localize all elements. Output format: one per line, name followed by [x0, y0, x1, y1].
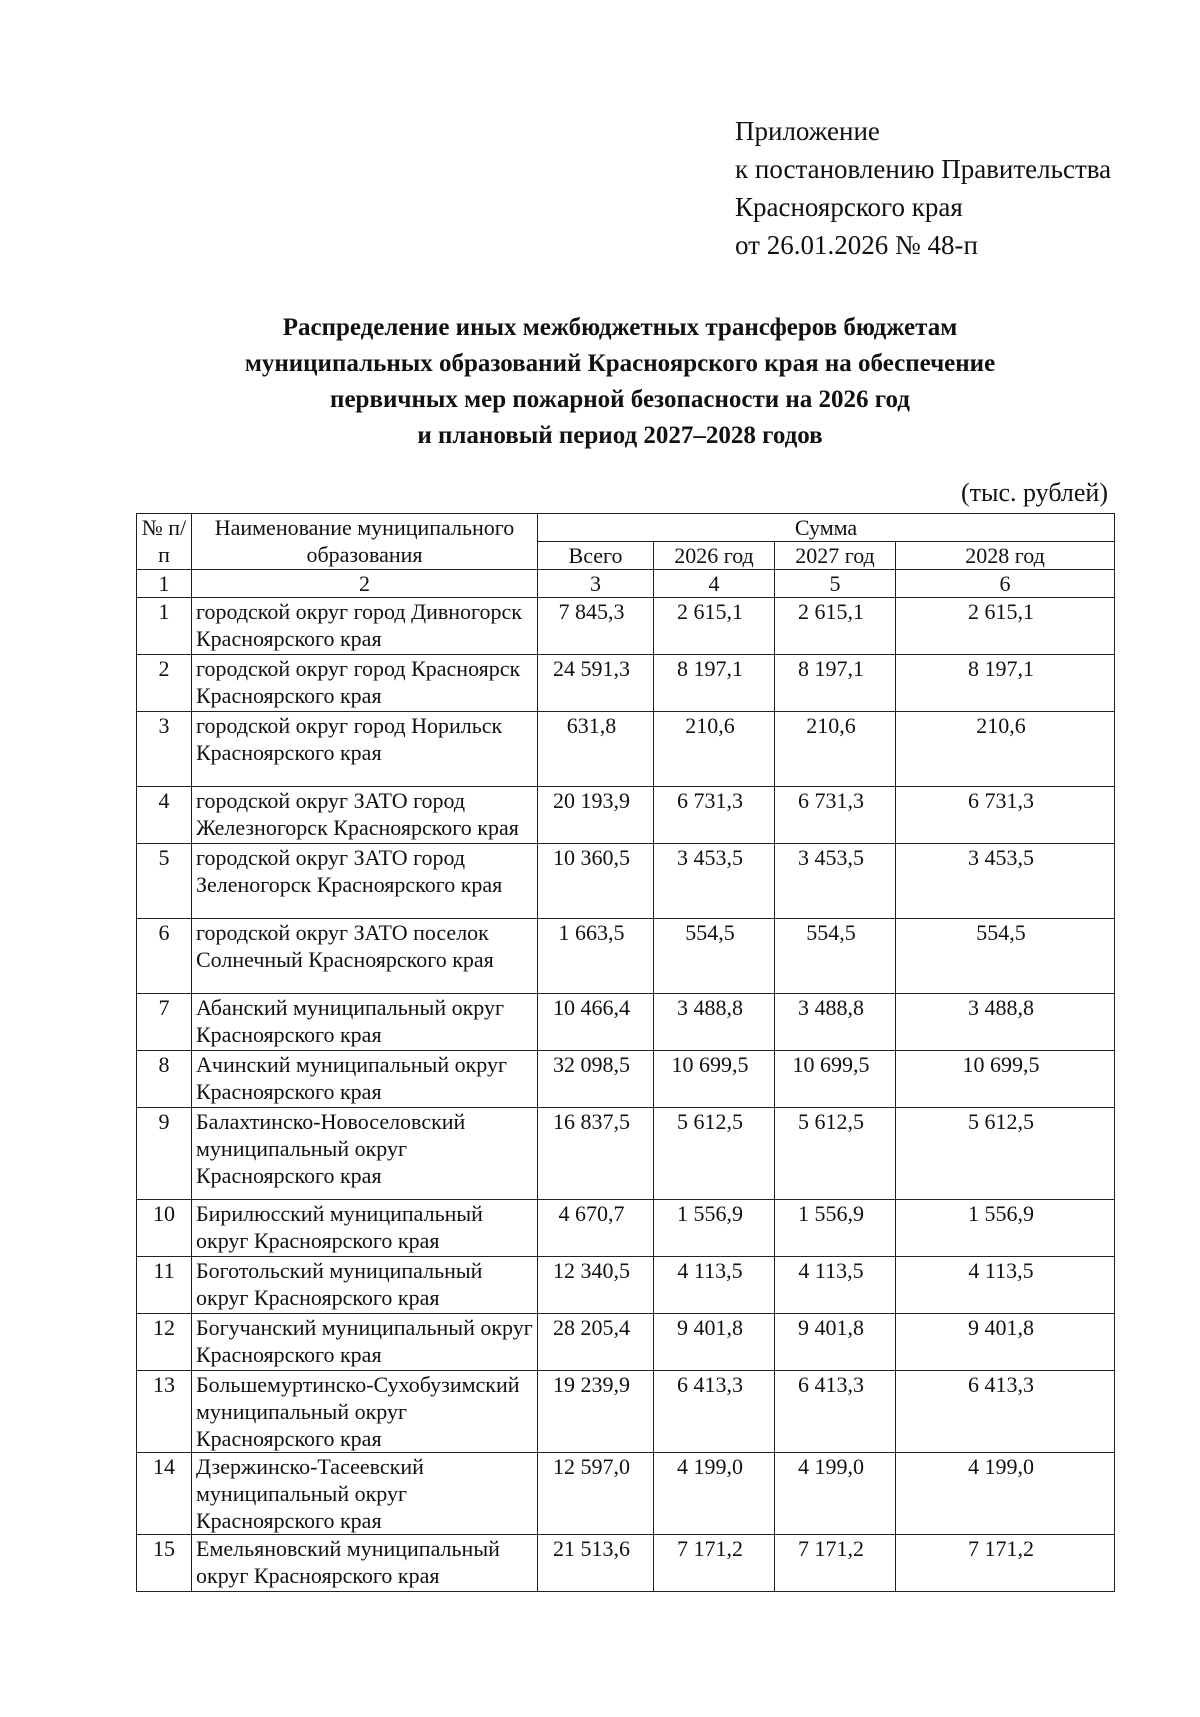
amount-total: 19 239,9 [538, 1371, 654, 1453]
amount-2027: 1 556,9 [775, 1200, 896, 1257]
amount-2027: 4 113,5 [775, 1257, 896, 1314]
municipality-name: Балахтинско-Новоселовский муниципальный округ Красноярского края [192, 1108, 538, 1200]
municipality-name: городской округ город Дивногорск Красноярского края [192, 598, 538, 655]
amount-2027: 4 199,0 [775, 1453, 896, 1535]
row-number: 6 [137, 919, 192, 994]
amount-2028: 554,5 [896, 919, 1115, 994]
municipality-name: Боготольский муниципальный округ Красноярского края [192, 1257, 538, 1314]
table-row [137, 1535, 1115, 1592]
municipality-name: Ачинский муниципальный округ Красноярского края [192, 1051, 538, 1108]
amount-2026: 10 699,5 [654, 1051, 775, 1108]
table-row [137, 1108, 1115, 1200]
amount-total: 10 466,4 [538, 994, 654, 1051]
municipality-name: Богучанский муниципальный округ Красноярского края [192, 1314, 538, 1371]
amount-2028: 6 731,3 [896, 787, 1115, 844]
amount-2026: 8 197,1 [654, 655, 775, 712]
row-number: 1 [137, 598, 192, 655]
amount-2027: 10 699,5 [775, 1051, 896, 1108]
amount-2026: 210,6 [654, 712, 775, 787]
amount-total: 20 193,9 [538, 787, 654, 844]
units-label: (тыс. рублей) [960, 478, 1108, 507]
appendix-line: к постановлению Правительства [735, 154, 1112, 184]
amount-2028: 6 413,3 [896, 1371, 1115, 1453]
amount-2028: 3 488,8 [896, 994, 1115, 1051]
row-number: 8 [137, 1051, 192, 1108]
column-number: 3 [538, 570, 654, 598]
table-row [137, 655, 1115, 712]
amount-2027: 5 612,5 [775, 1108, 896, 1200]
municipality-name: городской округ город Норильск Красноярского края [192, 712, 538, 787]
amount-2027: 210,6 [775, 712, 896, 787]
municipality-name: городской округ ЗАТО поселок Солнечный Красноярского края [192, 919, 538, 994]
table-row [137, 994, 1115, 1051]
header-row-1 [137, 514, 1115, 542]
table-row [137, 919, 1115, 994]
table-row [137, 1257, 1115, 1314]
row-number: 2 [137, 655, 192, 712]
document-title [130, 310, 1110, 454]
row-number: 5 [137, 844, 192, 919]
amount-total: 24 591,3 [538, 655, 654, 712]
amount-2026: 3 453,5 [654, 844, 775, 919]
municipality-name: городской округ город Красноярск Красноярского края [192, 655, 538, 712]
amount-2026: 1 556,9 [654, 1200, 775, 1257]
table-row [137, 1200, 1115, 1257]
amount-2028: 9 401,8 [896, 1314, 1115, 1371]
appendix-block [735, 112, 1111, 264]
municipality-name: городской округ ЗАТО город Зеленогорск Красноярского края [192, 844, 538, 919]
row-number: 4 [137, 787, 192, 844]
header-name: Наименование муниципального образования [192, 514, 538, 570]
amount-2026: 554,5 [654, 919, 775, 994]
amount-2026: 6 413,3 [654, 1371, 775, 1453]
table-row [137, 844, 1115, 919]
amount-total: 12 597,0 [538, 1453, 654, 1535]
amount-2027: 6 413,3 [775, 1371, 896, 1453]
column-number: 4 [654, 570, 775, 598]
amount-2028: 8 197,1 [896, 655, 1115, 712]
table-row [137, 1371, 1115, 1453]
municipality-name: Большемуртинско-Сухобузимский муниципальный округ Красноярского края [192, 1371, 538, 1453]
amount-2028: 7 171,2 [896, 1535, 1115, 1592]
amount-total: 7 845,3 [538, 598, 654, 655]
header-2027: 2027 год [775, 542, 896, 570]
appendix-line: от 26.01.2026 № 48-п [735, 230, 978, 260]
amount-total: 28 205,4 [538, 1314, 654, 1371]
amount-2026: 4 199,0 [654, 1453, 775, 1535]
header-no: № п/п [137, 514, 192, 570]
amount-2026: 3 488,8 [654, 994, 775, 1051]
header-sum: Сумма [538, 514, 1115, 542]
column-number-row [137, 570, 1115, 598]
title-line: муниципальных образований Красноярского края на обеспечение [244, 350, 996, 377]
title-line: Распределение иных межбюджетных трансферов бюджетам [282, 314, 958, 341]
amount-2026: 4 113,5 [654, 1257, 775, 1314]
row-number: 10 [137, 1200, 192, 1257]
municipality-name: Дзержинско-Тасеевский муниципальный округ Красноярского края [192, 1453, 538, 1535]
municipality-name: Емельяновский муниципальный округ Красноярского края [192, 1535, 538, 1592]
row-number: 11 [137, 1257, 192, 1314]
column-number: 1 [137, 570, 192, 598]
amount-total: 1 663,5 [538, 919, 654, 994]
amount-2027: 9 401,8 [775, 1314, 896, 1371]
amount-2028: 5 612,5 [896, 1108, 1115, 1200]
amount-2027: 2 615,1 [775, 598, 896, 655]
amount-2026: 5 612,5 [654, 1108, 775, 1200]
appendix-line: Приложение [735, 116, 880, 146]
table-row [137, 598, 1115, 655]
amount-2026: 6 731,3 [654, 787, 775, 844]
amount-2027: 3 488,8 [775, 994, 896, 1051]
amount-total: 32 098,5 [538, 1051, 654, 1108]
amount-2028: 210,6 [896, 712, 1115, 787]
amount-2027: 7 171,2 [775, 1535, 896, 1592]
amount-2028: 10 699,5 [896, 1051, 1115, 1108]
amount-2028: 4 113,5 [896, 1257, 1115, 1314]
table-row [137, 1453, 1115, 1535]
column-number: 6 [896, 570, 1115, 598]
row-number: 15 [137, 1535, 192, 1592]
amount-total: 21 513,6 [538, 1535, 654, 1592]
amount-total: 12 340,5 [538, 1257, 654, 1314]
amount-total: 4 670,7 [538, 1200, 654, 1257]
amount-total: 631,8 [538, 712, 654, 787]
row-number: 9 [137, 1108, 192, 1200]
municipality-name: городской округ ЗАТО город Железногорск Красноярского края [192, 787, 538, 844]
amount-2028: 4 199,0 [896, 1453, 1115, 1535]
title-line: первичных мер пожарной безопасности на 2026 год [330, 386, 910, 413]
header-2026: 2026 год [654, 542, 775, 570]
table-row [137, 787, 1115, 844]
amount-2026: 9 401,8 [654, 1314, 775, 1371]
column-number: 2 [192, 570, 538, 598]
amount-2028: 1 556,9 [896, 1200, 1115, 1257]
row-number: 13 [137, 1371, 192, 1453]
row-number: 7 [137, 994, 192, 1051]
amount-total: 16 837,5 [538, 1108, 654, 1200]
amount-total: 10 360,5 [538, 844, 654, 919]
column-number: 5 [775, 570, 896, 598]
row-number: 12 [137, 1314, 192, 1371]
amount-2028: 2 615,1 [896, 598, 1115, 655]
table-row [137, 712, 1115, 787]
amount-2027: 8 197,1 [775, 655, 896, 712]
amount-2028: 3 453,5 [896, 844, 1115, 919]
amount-2027: 3 453,5 [775, 844, 896, 919]
header-2028: 2028 год [896, 542, 1115, 570]
table-row [137, 1051, 1115, 1108]
municipality-name: Бирилюсский муниципальный округ Красноярского края [192, 1200, 538, 1257]
title-line: и плановый период 2027–2028 годов [417, 422, 823, 449]
header-total: Всего [538, 542, 654, 570]
amount-2027: 554,5 [775, 919, 896, 994]
row-number: 14 [137, 1453, 192, 1535]
amount-2026: 7 171,2 [654, 1535, 775, 1592]
row-number: 3 [137, 712, 192, 787]
amount-2026: 2 615,1 [654, 598, 775, 655]
table-row [137, 1314, 1115, 1371]
amount-2027: 6 731,3 [775, 787, 896, 844]
municipality-name: Абанский муниципальный округ Красноярского края [192, 994, 538, 1051]
distribution-table [136, 513, 1115, 1592]
appendix-line: Красноярского края [735, 192, 963, 222]
